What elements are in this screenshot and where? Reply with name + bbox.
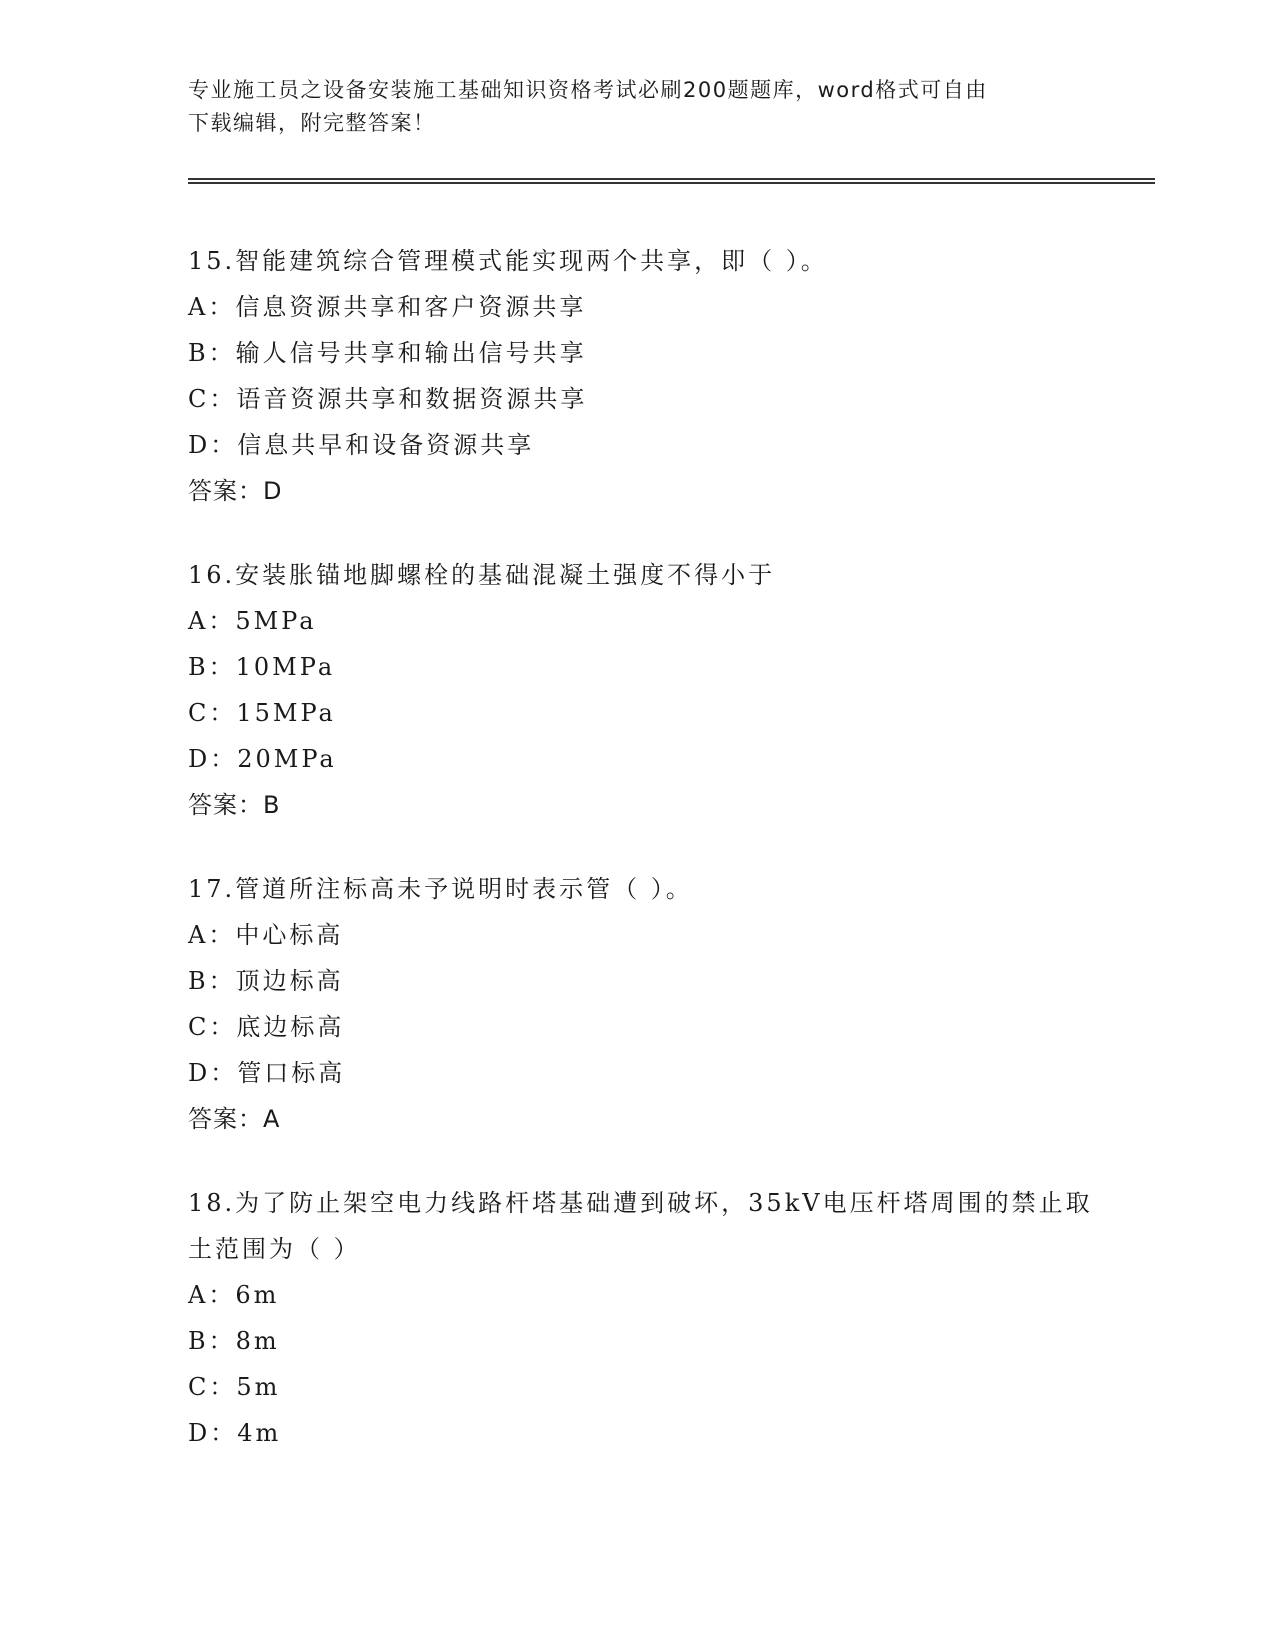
question-stem: 18.为了防止架空电力线路杆塔基础遭到破坏，35kV电压杆塔周围的禁止取土范围为（ ）: [188, 1189, 1093, 1263]
option-a: A：中心标高: [188, 921, 344, 949]
option-c: C：语音资源共享和数据资源共享: [188, 385, 588, 413]
question-stem: 17.管道所注标高未予说明时表示管（ ）。: [188, 875, 693, 903]
answer: 答案：A: [188, 1105, 281, 1133]
option-d: D：管口标高: [188, 1059, 346, 1087]
option-b: B：顶边标高: [188, 967, 344, 995]
option-d: D：信息共早和设备资源共享: [188, 431, 535, 459]
option-a: A：6m: [188, 1281, 280, 1309]
question-18: [188, 1180, 1108, 1456]
option-c: C：15MPa: [188, 699, 336, 727]
answer: 答案：D: [188, 477, 283, 505]
option-d: D：4m: [188, 1419, 282, 1447]
option-d: D：20MPa: [188, 745, 337, 773]
question-15: [188, 238, 1108, 514]
answer: 答案：B: [188, 791, 281, 819]
question-stem: 16.安装胀锚地脚螺栓的基础混凝土强度不得小于: [188, 561, 776, 589]
header-divider: [188, 178, 1155, 184]
question-16: [188, 552, 1108, 828]
header-line-2: 下载编辑，附完整答案！: [188, 111, 436, 135]
option-a: A：5MPa: [188, 607, 317, 635]
option-a: A：信息资源共享和客户资源共享: [188, 293, 587, 321]
question-17: [188, 866, 1108, 1142]
question-list: [188, 238, 1108, 1494]
document-header: [188, 74, 1088, 140]
option-b: B：8m: [188, 1327, 280, 1355]
header-line-1: 专业施工员之设备安装施工基础知识资格考试必刷200题题库，word格式可自由: [188, 78, 988, 102]
option-b: B：10MPa: [188, 653, 336, 681]
option-c: C：5m: [188, 1373, 281, 1401]
question-stem: 15.智能建筑综合管理模式能实现两个共享，即（ ）。: [188, 247, 828, 275]
option-b: B：输人信号共享和输出信号共享: [188, 339, 587, 367]
option-c: C：底边标高: [188, 1013, 345, 1041]
